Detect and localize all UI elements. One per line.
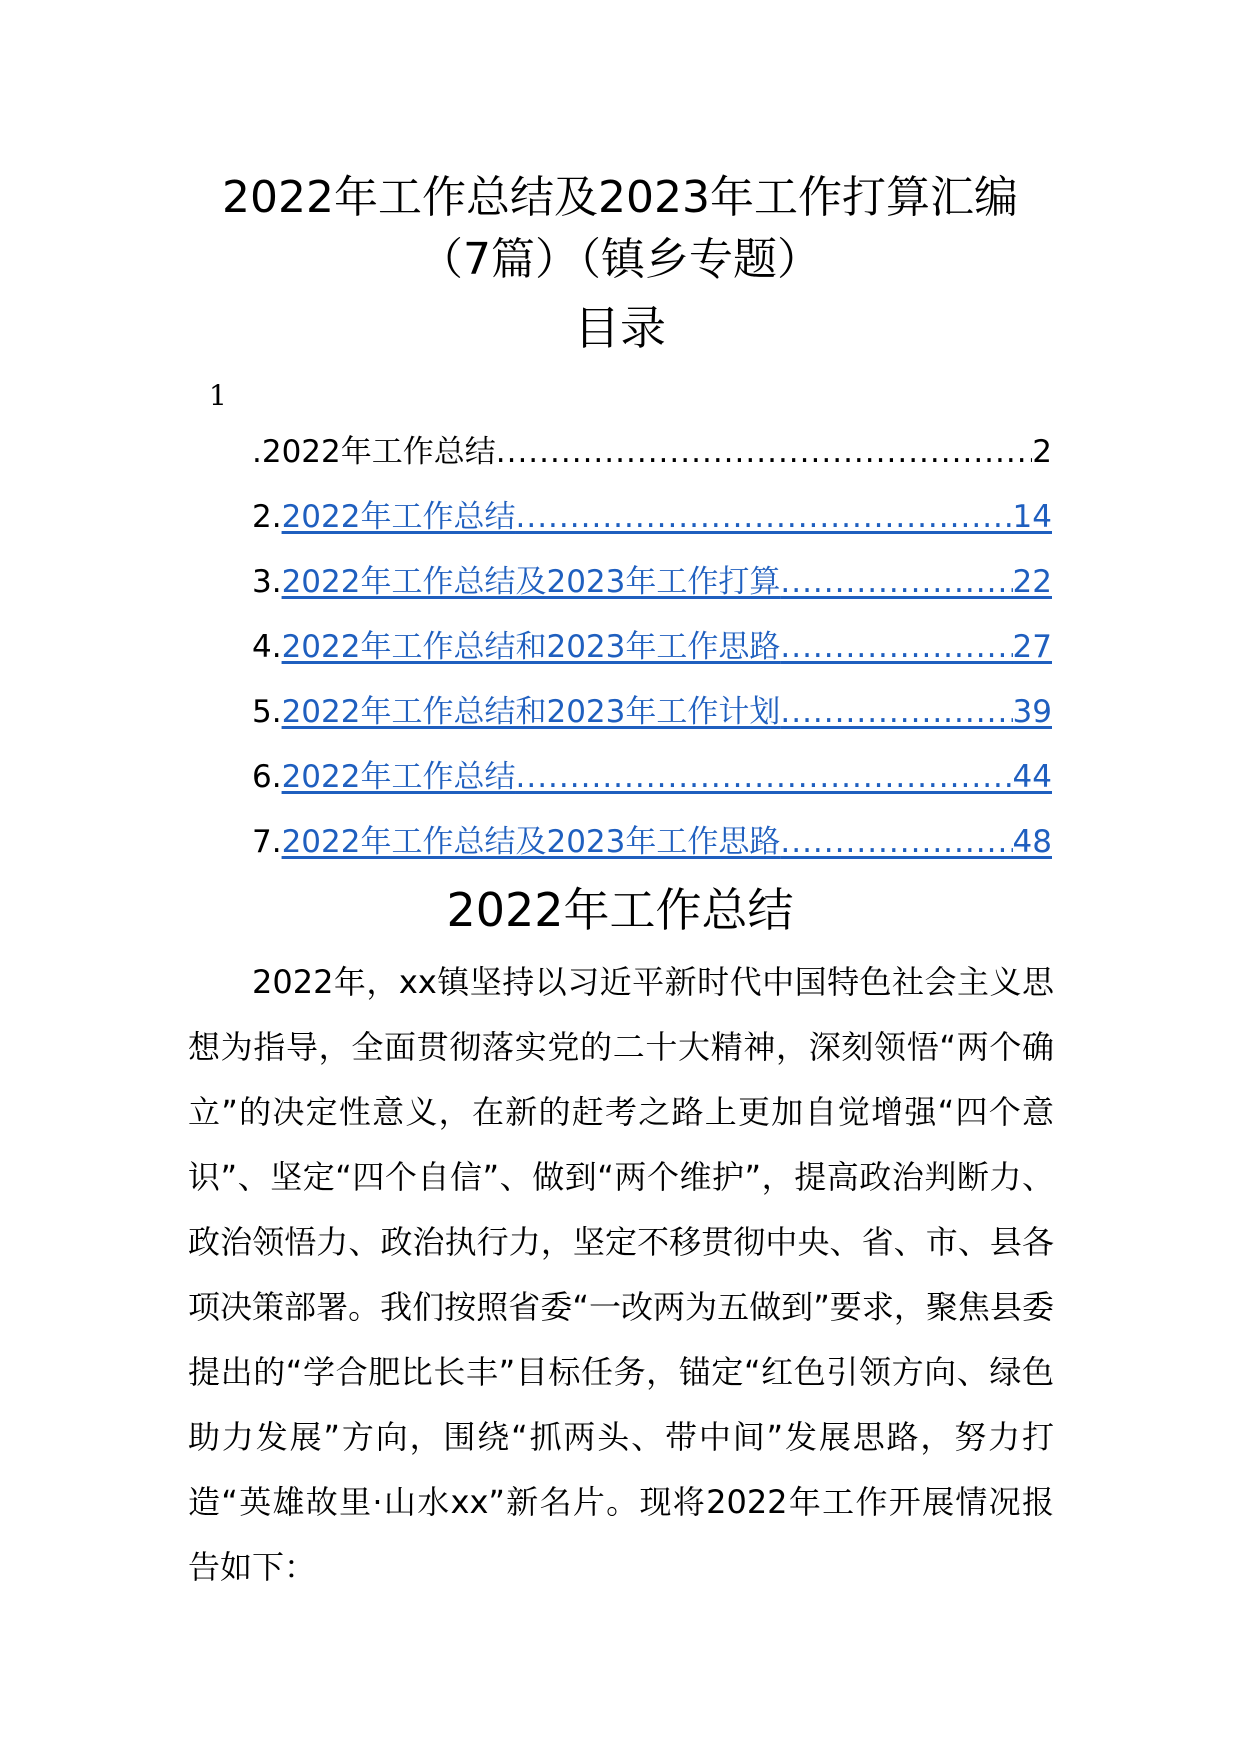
toc-entry xyxy=(252,757,1052,822)
toc-entry-page-number: 27 xyxy=(1012,629,1052,665)
toc-entry-title: 2022年工作总结及2023年工作打算 xyxy=(281,564,781,600)
document-title-line-1: 2022年工作总结及2023年工作打算汇编 xyxy=(222,172,1018,223)
toc-entry xyxy=(252,432,1052,497)
toc-dot-leader xyxy=(780,692,1012,732)
toc-entry-title: 2022年工作总结和2023年工作思路 xyxy=(281,629,781,665)
document-title-line-2: （7篇）（镇乡专题） xyxy=(419,234,821,285)
toc-entry-title: 2022年工作总结 xyxy=(281,759,516,795)
toc-entry-page-number: 22 xyxy=(1012,564,1052,600)
toc-entry-number: 6. xyxy=(252,759,282,795)
toc-entry-link[interactable] xyxy=(282,497,1052,537)
toc-entry-title: 2022年工作总结和2023年工作计划 xyxy=(281,694,781,730)
toc-entry-link[interactable] xyxy=(282,562,1052,602)
toc-entry-number: 5. xyxy=(252,694,282,730)
toc-entry xyxy=(252,822,1052,887)
toc-dot-leader xyxy=(780,822,1012,862)
toc-entry-page-number: 48 xyxy=(1012,824,1052,860)
toc-entry-number: 3. xyxy=(252,564,282,600)
section-heading: 2022年工作总结 xyxy=(446,883,794,937)
toc-entry-link[interactable] xyxy=(282,627,1052,667)
toc-entry-page-number: 2 xyxy=(1032,434,1052,470)
toc-entry-page-number: 44 xyxy=(1012,759,1052,795)
toc-entry-link[interactable] xyxy=(252,432,1052,472)
toc-entry-link[interactable] xyxy=(282,822,1052,862)
toc-entry-title: .2022年工作总结 xyxy=(252,434,496,470)
toc-entry-title: 2022年工作总结及2023年工作思路 xyxy=(281,824,781,860)
stray-list-number: 1 xyxy=(209,379,227,412)
toc-entry-page-number: 14 xyxy=(1012,499,1052,535)
toc-heading: 目录 xyxy=(574,301,666,355)
toc-entry-title: 2022年工作总结 xyxy=(281,499,516,535)
toc-entry-number: 4. xyxy=(252,629,282,665)
table-of-contents xyxy=(252,432,1052,887)
toc-dot-leader xyxy=(496,432,1033,472)
toc-entry xyxy=(252,497,1052,562)
toc-entry-link[interactable] xyxy=(282,692,1052,732)
toc-dot-leader xyxy=(780,562,1012,602)
toc-entry xyxy=(252,692,1052,757)
toc-dot-leader xyxy=(780,627,1012,667)
toc-dot-leader xyxy=(515,757,1012,797)
toc-entry-number: 2. xyxy=(252,499,282,535)
toc-dot-leader xyxy=(515,497,1012,537)
toc-entry-number: 7. xyxy=(252,824,282,860)
toc-entry-link[interactable] xyxy=(282,757,1052,797)
toc-entry-page-number: 39 xyxy=(1012,694,1052,730)
toc-entry xyxy=(252,562,1052,627)
body-paragraph: 2022年，xx镇坚持以习近平新时代中国特色社会主义思想为指导，全面贯彻落实党的二十大精神，深刻领悟“两个确立”的决定性意义，在新的赶考之路上更加自觉增强“四个意识”、坚定“四个自信”、做到“两个维护”，提高政治判断力、政治领悟力、政治执行力，坚定不移贯彻中央、省、市、县各项决策部署。我们按照省委“一改两为五做到”要求，聚焦县委提出的“学合肥比长丰”目标任务，锚定“红色引领方向、绿色助力发展”方向，围绕“抓两头、带中间”发展思路，努力打造“英雄故里·山水xx”新名片。现将2022年工作开展情况报告如下： xyxy=(188,963,1054,1586)
toc-entry xyxy=(252,627,1052,692)
